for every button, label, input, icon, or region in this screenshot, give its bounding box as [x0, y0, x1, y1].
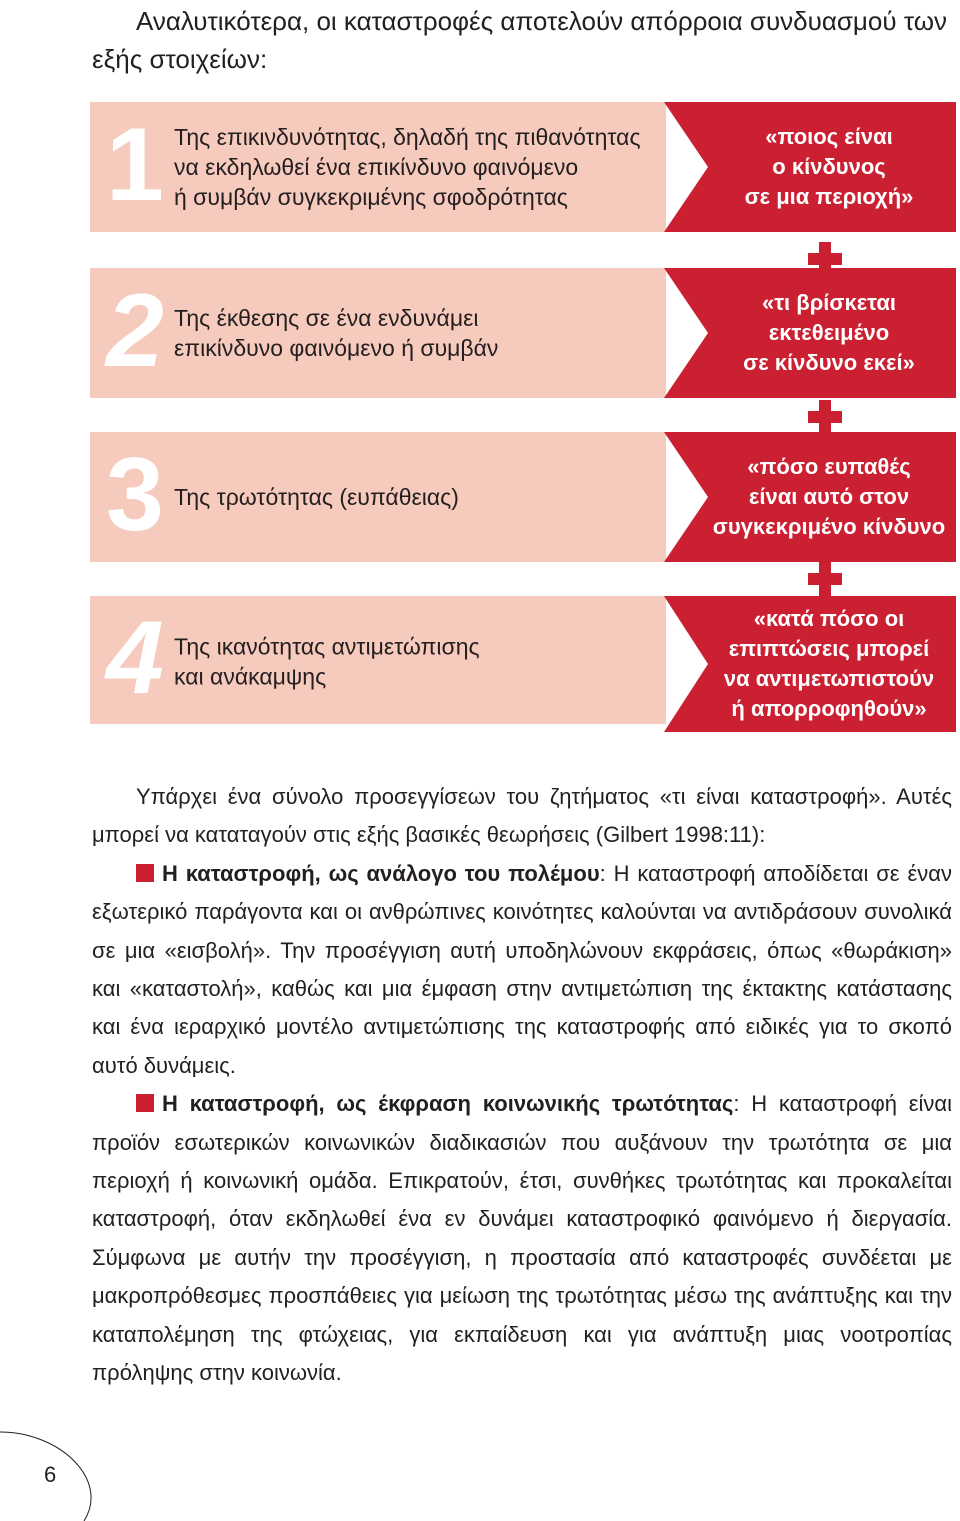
row-number: 1: [106, 106, 164, 223]
row-description: Της ικανότητας αντιμετώπισης και ανάκαμψης: [174, 633, 480, 690]
component-row-3: [90, 432, 956, 562]
body-text: [92, 778, 952, 1393]
component-row-4: [90, 596, 956, 732]
bullet-text: : Η καταστροφή αποδίδεται σε έναν εξωτερικό παράγοντα και οι ανθρώπινες κοινότητες καλούνται να αντιδράσουν συνολικά σε μια «εισβολή». Την προσέγγιση αυτή υποδηλώνουν εκφράσεις, όπως «θωράκιση» και «καταστολή», καθώς και μια έμφαση στην αντιμετώπιση της έκτακτης κατάστασης και ένα ιεραρχικό μοντέλο αντιμετώπισης της καταστροφής από ειδικές για το σκοπό αυτό δυνάμεις.: [92, 860, 952, 1078]
page-number: 6: [44, 1462, 57, 1487]
body-paragraph: Υπάρχει ένα σύνολο προσεγγίσεων του ζητήματος «τι είναι καταστροφή». Αυτές μπορεί να καταταγούν στις εξής βασικές θεωρήσεις (Gilbert 1998:11):: [92, 784, 952, 848]
bullet-social-vulnerability: [92, 1085, 952, 1392]
row-quote: «ποιος είναι ο κίνδυνος σε μια περιοχή»: [744, 124, 914, 209]
row-number: 4: [106, 599, 164, 716]
plus-icon: [808, 562, 842, 596]
intro-paragraph: Αναλυτικότερα, οι καταστροφές αποτελούν απόρροια συνδυασμού των εξής στοιχείων:: [92, 6, 948, 74]
row-description: Της τρωτότητας (ευπάθειας): [174, 484, 459, 510]
bullet-square-icon: [136, 864, 154, 882]
plus-icon: [808, 400, 842, 434]
row-quote: «πόσο ευπαθές είναι αυτό στον συγκεκριμένο κίνδυνο: [712, 454, 946, 539]
bullet-text: : Η καταστροφή είναι προϊόν εσωτερικών κοινωνικών διαδικασιών που αυξάνουν την τρωτότητα σε μια περιοχή ή κοινωνική ομάδα. Επικρατούν, έτσι, συνθήκες τρωτότητας και προκαλείται καταστροφή, όταν εκδηλωθεί ένα εν δυνάμει καταστροφικό φαινόμενο ή διεργασία. Σύμφωνα με αυτήν την προσέγγιση, η προστασία από καταστροφές συνδέεται με μακροπρόθεσμες προσπάθειες για μείωση της τρωτότητας μέσω της ανάπτυξης και την καταπολέμηση της φτώχειας, για εκπαίδευση και για ανάπτυξη μιας νοοτροπίας πρόληψης στην κοινωνία.: [92, 1091, 952, 1386]
row-quote: «τι βρίσκεται εκτεθειμένο σε κίνδυνο εκεί»: [743, 290, 915, 375]
bullet-square-icon: [136, 1094, 154, 1112]
row-description: Της επικινδυνότητας, δηλαδή της πιθανότητας να εκδηλωθεί ένα επικίνδυνο φαινόμενο ή συμβάν συγκεκριμένης σφοδρότητας: [174, 124, 641, 210]
row-quote: «κατά πόσο οι επιπτώσεις μπορεί να αντιμετωπιστούν ή απορροφηθούν»: [723, 606, 935, 721]
component-row-1: [90, 102, 956, 232]
bullet-term: Η καταστροφή, ως ανάλογο του πολέμου: [162, 860, 600, 886]
bullet-war-analogy: [92, 855, 952, 1085]
row-description: Της έκθεσης σε ένα ενδυνάμει επικίνδυνο φαινόμενο ή συμβάν: [174, 305, 499, 361]
bullet-term: Η καταστροφή, ως έκφραση κοινωνικής τρωτότητας: [162, 1091, 734, 1117]
component-row-2: [90, 268, 956, 398]
row-number: 3: [106, 436, 164, 553]
row-number: 2: [106, 272, 164, 389]
